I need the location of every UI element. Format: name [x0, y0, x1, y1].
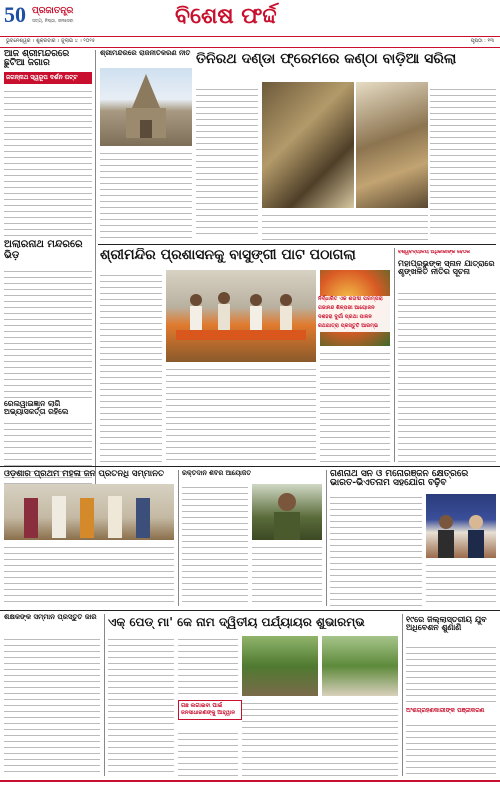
mid-right-kicker: ବିଶ୍ୱବିଦ୍ୟାଳୟ ଅଧିକାରୀଙ୍କ ବୈଠକ — [398, 250, 471, 255]
mid-right-body — [398, 290, 496, 462]
two-people-icon — [426, 494, 496, 558]
date-bar — [0, 36, 500, 48]
bottom-right-body-2 — [406, 722, 496, 776]
top-small-body — [100, 150, 192, 240]
bottom-mid-body-2 — [178, 636, 238, 698]
tree-planting-photo-2 — [322, 636, 398, 696]
mid-right-headline: ମହାପ୍ରଭୁଙ୍କ ସ୍ନାନ ଯାତ୍ରାରେ ଶୃଙ୍ଖଳିତ ନୀତିର ସୂଚନା — [398, 260, 495, 277]
lower-left-headline: ଓଡ଼ିଶାର ପ୍ରଥମ ମହିଳା ଜନ ପ୍ରତିନିଧି ସମ୍ମାନିତ — [4, 470, 165, 479]
tree-planting-photo-1 — [242, 636, 318, 696]
bottom-mid-headline: ଏକ୍ ପେଡ୍ ମା' କେ ନାମ ଦ୍ୱିତୀୟ ପର୍ଯ୍ୟାୟର ଶୁଭାରମ୍ଭ — [108, 616, 365, 629]
top-main-headline: ତିନିରଥ ଦଣ୍ଡା ଫ୍ରେମରେ କଣ୍ଠା ବାଡ଼ିଆ ସରିଲା — [196, 52, 457, 67]
story2-headline: ଅଲାରନାଥ ମନ୍ଦିରରେ ଭିଡ଼ — [4, 240, 83, 261]
tagline: ସତ୍ୟ, ନିଷ୍ଠା, ଜନସେବା — [32, 19, 74, 24]
story1-headline: ଆଜି ଶ୍ରୀମନ୍ଦିରରେ ଛୁଟିଆ ଜଗାର — [4, 50, 70, 69]
award-people-icon — [4, 484, 174, 540]
bullet-item: ନିର୍ଦ୍ଧାରିତ ଏକ ଶତାବ୍ଦୀ ପରମ୍ପରା — [318, 296, 383, 302]
lower-mid-body-2 — [252, 544, 322, 606]
page-label: ପୃଷ୍ଠା : ୧୩ — [470, 38, 494, 44]
top-small-headline: ଶ୍ରୀମନ୍ଦିରରେ ରାଜନୀତିକରଣ ନୀତି — [100, 50, 191, 57]
bottom-left-headline: ଶିକ୍ଷକଙ୍କ ସମ୍ମାନ ପ୍ରସ୍ତୁତି ଜାରି — [4, 614, 97, 621]
bullet-item: ଦଶହରା ଦୁର୍ଗା ପ୍ରଥା ପାଳନ — [318, 314, 372, 320]
story2-body — [4, 268, 92, 398]
lower-right-body-2 — [426, 562, 496, 606]
lower-mid-body-1 — [182, 484, 248, 606]
delegation-photo — [426, 494, 496, 558]
award-photo — [4, 484, 174, 540]
temple-photo — [100, 68, 192, 146]
story1-subbox: ଜଗନ୍ନାଥ ସ୍ୱରୂପ ଦର୍ଶନ ପଟ୍ଟ — [4, 72, 92, 84]
bottom-right-headline: ୧୯ରେ ଜିଲ୍ଲାସ୍ତରୀୟ ଯୁବ ଅଧିବେଶନ ଶୁଣାଣି — [406, 616, 487, 633]
bottom-right-body-1 — [406, 644, 496, 704]
chariot-photo-2 — [356, 82, 428, 208]
mid-main-body-3 — [320, 350, 390, 462]
lower-left-body — [4, 544, 174, 606]
bullet-item: ରଥଯାତ୍ରା ପ୍ରସ୍ତୁତି ଆରମ୍ଭ — [318, 323, 379, 329]
mid-bullet-list — [318, 296, 390, 332]
chariot-photo-1 — [262, 82, 354, 208]
bottom-mid-body-4 — [242, 700, 398, 776]
person-icon — [252, 484, 322, 540]
bullet-item: ଗଜାନନ୍ଦ ଶିଳ୍ପରୀ ଆୟୋଜନ — [318, 305, 375, 311]
lower-right-body — [330, 494, 422, 606]
bottom-right-box: ଅଂଶଗ୍ରହଣକାରୀଙ୍କ ପଞ୍ଜୀକରଣ — [406, 708, 485, 714]
bottom-left-body — [4, 636, 100, 776]
masthead — [0, 0, 500, 36]
date-line: ଭୁବନେଶ୍ୱର । ଶୁକ୍ରବାର । ଜୁଲାଇ ୪ । ୨୦୨୫ — [6, 38, 95, 44]
paper-name: ପ୍ରଜାତନ୍ତ୍ର — [32, 6, 74, 16]
left-column — [4, 50, 92, 512]
top-main-body-2 — [430, 86, 496, 236]
people-group-icon — [166, 270, 316, 362]
section-title: ବିଶେଷ ଫର୍ଦ୍ଦ — [175, 4, 277, 29]
bottom-mid-body-1 — [108, 636, 174, 776]
officer-photo — [252, 484, 322, 540]
bottom-mid-body-3 — [178, 730, 238, 776]
temple-shape-icon — [100, 68, 192, 146]
mid-main-headline: ଶ୍ରୀମନ୍ଦିର ପ୍ରଶାସନକୁ ବାସୁଙ୍ଗୀ ପାଟ ପଠାଗଲା — [100, 248, 356, 263]
lower-mid-headline: ରକ୍ତଦାନ ଶିବିର ଆୟୋଜିତ — [182, 470, 252, 477]
lower-right-headline: ଗଣନାଥ ସନ ଓ ମନୋରଞ୍ଜନ କ୍ଷେତ୍ରରେ ଭାରତ-ଭିଏତନାମ ସହଯୋଗ ବଢ଼ିବ — [330, 470, 469, 489]
top-main-body-3 — [262, 212, 428, 240]
logo-number: 50 — [4, 2, 26, 27]
story3-headline: ରେଲୱାଇଜ୍ଞାନ ଲାଗି ଅଭ୍ୟାସକର୍ତ୍ତା ରହିଲେ — [4, 400, 69, 416]
top-main-body-1 — [196, 86, 258, 236]
ceremony-photo — [166, 270, 316, 362]
bottom-mid-box: ଗଛ ଲଗାଇବା ପାଇଁ ଜନସାଧାରଣଙ୍କୁ ଆହ୍ୱାନ — [178, 700, 242, 720]
mid-main-body-1 — [100, 272, 162, 462]
mid-main-body-2 — [166, 366, 316, 462]
story1-body — [4, 88, 92, 236]
